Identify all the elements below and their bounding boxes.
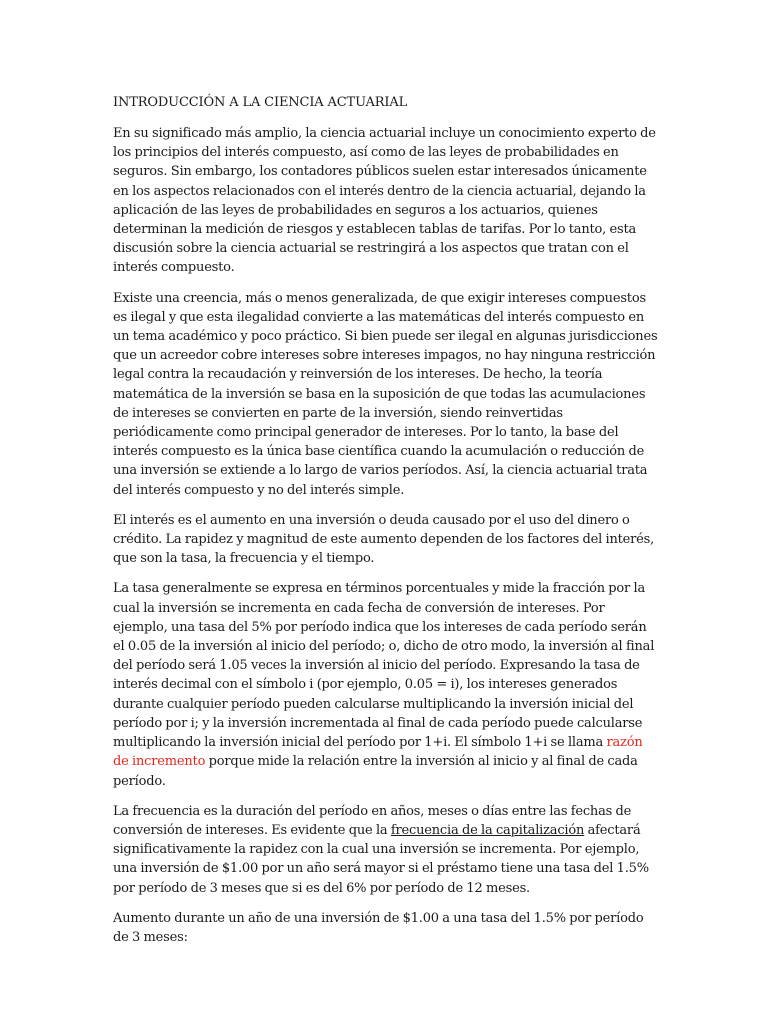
- rate-text-after: porque mide la relación entre la inversión al inicio y al final de cada período.: [113, 754, 638, 789]
- rate-text-before: La tasa generalmente se expresa en términos porcentuales y mide la fracción por la cual la inversión se incrementa en cada fecha de conversión de intereses. Por ejemplo, una tasa del 5% por período indica que los intereses de cada período serán el 0.05 de la inversión al inicio del período; o, dicho de otro modo, la inversión al final del período será 1.05 veces la inversión al inicio del período. Expresando la tasa de interés decimal con el símbolo i (por ejemplo, 0.05 = i), los intereses generados durante cualquier período pueden calcularse multiplicando la inversión inicial del período por i; y la inversión incrementada al final de cada período puede calcularse multiplicando la inversión inicial del período por 1+i. El símbolo 1+i se llama: [113, 581, 655, 751]
- paragraph-interest: El interés es el aumento en una inversión o deuda causado por el uso del dinero o crédito. La rapidez y magnitud de este aumento dependen de los factores del interés, que son la tasa, la frecuencia y el tiempo.: [113, 512, 655, 567]
- paragraph-example: Aumento durante un año de una inversión de $1.00 a una tasa del 1.5% por período de 3 meses:: [113, 910, 644, 945]
- paragraph-frequency: [113, 802, 658, 898]
- document-title: INTRODUCCIÓN A LA CIENCIA ACTUARIAL: [113, 95, 408, 110]
- frequency-text-after: afectará significativamente la rapidez con la cual una inversión se incrementa. Por ejemplo, una inversión de $1.00 por un año será mayor si el préstamo tiene una tasa del 1.5% por período de 3 meses que si es del 6% por período de 12 meses.: [113, 822, 649, 896]
- paragraph-legality: Existe una creencia, más o menos generalizada, de que exigir intereses compuestos es ilegal y que esta ilegalidad convierte a las matemáticas del interés compuesto en un tema académico y poco práctico. Si bien puede ser ilegal en algunas jurisdicciones que un acreedor cobre intereses sobre intereses impagos, no hay ninguna restricción legal contra la recaudación y reinversión de los intereses. De hecho, la teoría matemática de la inversión se basa en la suposición de que todas las acumulaciones de intereses se convierten en parte de la inversión, siendo reinvertidas periódicamente como principal generador de intereses. Por lo tanto, la base del interés compuesto es la única base científica cuando la acumulación o reducción de una inversión se extiende a lo largo de varios períodos. Así, la ciencia actuarial trata del interés compuesto y no del interés simple.: [113, 290, 658, 498]
- paragraph-definition: En su significado más amplio, la ciencia actuarial incluye un conocimiento experto de los principios del interés compuesto, así como de las leyes de probabilidades en seguros. Sin embargo, los contadores públicos suelen estar interesados únicamente en los aspectos relacionados con el interés dentro de la ciencia actuarial, dejando la aplicación de las leyes de probabilidades en seguros a los actuarios, quienes determinan la medición de riesgos y establecen tablas de tarifas. Por lo tanto, esta discusión sobre la ciencia actuarial se restringirá a los aspectos que tratan con el interés compuesto.: [113, 126, 656, 276]
- underlined-term: frecuencia de la capitalización: [390, 822, 585, 838]
- frequency-text-before: La frecuencia es la duración del período en años, meses o días entre las fechas de conversión de intereses. Es evidente que la: [113, 803, 632, 838]
- paragraph-rate: [113, 579, 658, 790]
- highlighted-term: razón de incremento: [113, 735, 643, 770]
